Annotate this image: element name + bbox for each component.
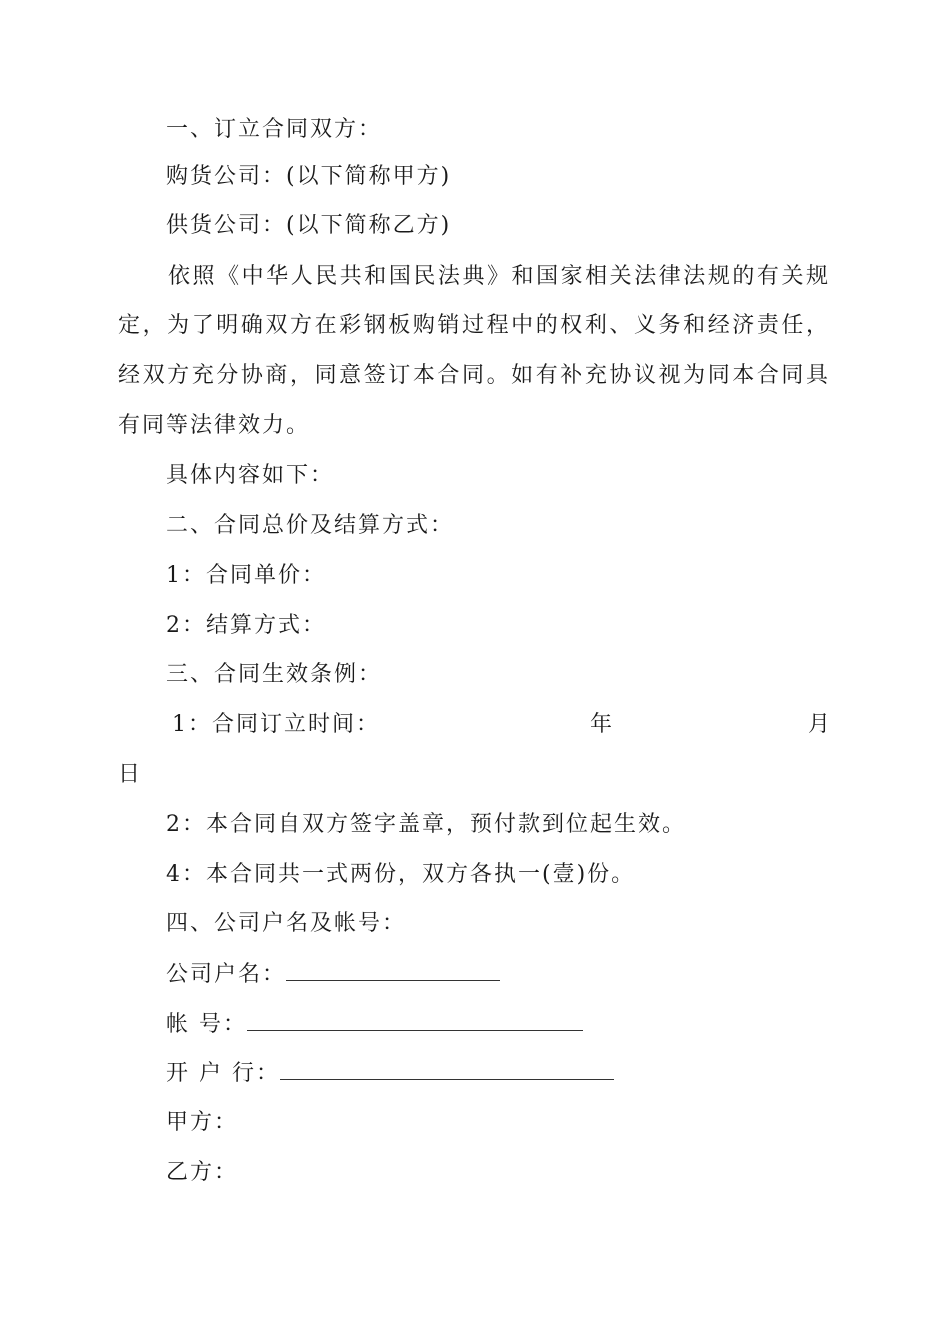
settlement-line: 2：结算方式： — [166, 613, 326, 638]
section-4-heading: 四、公司户名及帐号： — [166, 911, 407, 936]
details-intro: 具体内容如下： — [166, 463, 335, 488]
account-name-label: 公司户名： — [166, 962, 287, 987]
effective-clause: 2：本合同自双方签字盖章，预付款到位起生效。 — [166, 812, 686, 837]
account-number-row — [166, 1010, 878, 1039]
day-label: 日 — [118, 762, 143, 787]
intro-paragraph-line-1: 依照《中华人民共和国民法典》和国家相关法律法规的有关规 — [168, 264, 830, 289]
intro-paragraph-line-4: 有同等法律效力。 — [118, 413, 311, 438]
account-name-row — [166, 960, 878, 989]
account-name-field[interactable] — [286, 960, 500, 981]
party-b-signature: 乙方： — [166, 1160, 239, 1185]
supplier-line: 供货公司：(以下简称乙方) — [166, 213, 452, 238]
account-number-label: 帐 号： — [166, 1012, 247, 1037]
intro-paragraph-line-2: 定，为了明确双方在彩钢板购销过程中的权利、义务和经济责任， — [118, 313, 830, 338]
copies-clause: 4：本合同共一式两份，双方各执一(壹)份。 — [166, 862, 636, 887]
month-label: 月 — [808, 712, 833, 737]
year-label: 年 — [590, 712, 615, 737]
party-a-signature: 甲方： — [166, 1110, 239, 1135]
bank-label: 开 户 行： — [166, 1061, 280, 1086]
bank-row — [166, 1059, 878, 1088]
buyer-line: 购货公司：(以下简称甲方) — [166, 164, 452, 189]
section-1-heading: 一、订立合同双方： — [166, 117, 383, 142]
unit-price-line: 1：合同单价： — [166, 563, 326, 588]
section-2-heading: 二、合同总价及结算方式： — [166, 513, 455, 538]
account-number-field[interactable] — [247, 1010, 583, 1031]
section-3-heading: 三、合同生效条例： — [166, 662, 383, 687]
signing-time-label: 1：合同订立时间： — [172, 712, 380, 737]
bank-field[interactable] — [280, 1059, 614, 1080]
intro-paragraph-line-3: 经双方充分协商，同意签订本合同。如有补充协议视为同本合同具 — [118, 363, 830, 388]
